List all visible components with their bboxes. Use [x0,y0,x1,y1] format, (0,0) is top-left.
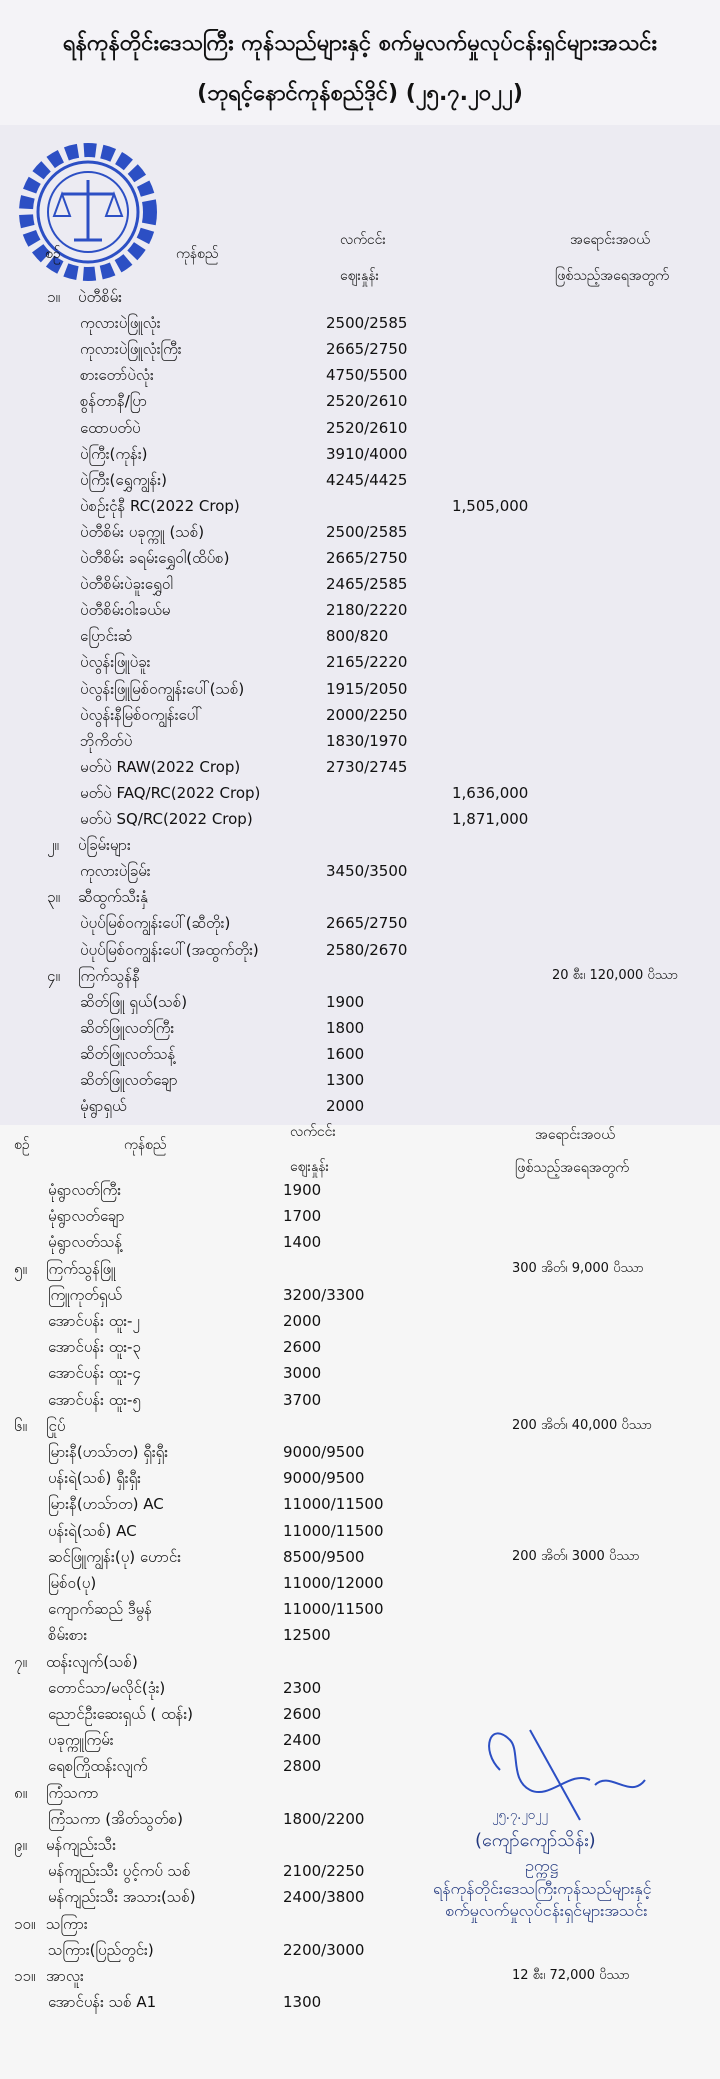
header-sales-2a: အရောင်းအဝယ် [535,1127,615,1143]
commodity-name: မုံရွာလတ်ကြီး [48,1181,122,1199]
current-price: 9000/9500 [283,1469,365,1488]
commodity-name: ပဲလွန်းဖြူပဲခူး [80,653,151,672]
row-number: ၁၀။ [14,1914,36,1933]
header-commodity-1: ကုန်စည် [176,246,219,262]
commodity-name: မတ်ပဲ FAQ/RC(2022 Crop) [80,783,261,802]
header-serial-2: စဉ် [14,1137,30,1153]
signature-org-1: ရန်ကုန်တိုင်းဒေသကြီးကုန်သည်များနှင့် [433,1879,652,1898]
title-line-1: ရန်ကုန်တိုင်းဒေသကြီး ကုန်သည်များနှင့် စက်မှုလက်မှုလုပ်ငန်းရှင်များအသင်း [62,31,658,56]
commodity-name: မြားနီ(ဟသ်ာတ) ရှီးရှီး [48,1443,169,1461]
commodity-name: မန်ကျည်းသီး [46,1836,117,1854]
header-sales-1a: အရောင်းအဝယ် [570,232,650,248]
association-logo-seal [8,132,168,292]
title-line-2: (ဘုရင့်နောင်ကုန်စည်ဒိုင်) (၂၅.၇.၂၀၂၂) [197,81,523,106]
signature-role: ဥက္ကဋ္ဌ [525,1856,559,1875]
commodity-name: အောင်ပန်း ထူး-၂ [48,1312,140,1330]
commodity-name: အောင်ပန်း ထူး-၃ [48,1338,141,1357]
quantity-value: 1,871,000 [452,810,529,828]
commodity-name: ဆင်ဖြူကျွန်း(ပု) ဟောင်း [48,1547,182,1566]
current-price: 8500/9500 [283,1547,365,1566]
current-price: 2500/2585 [326,522,408,541]
quantity-value: 1,636,000 [452,783,529,802]
current-price: 1800 [326,1018,365,1037]
commodity-name: သကြား(ပြည်တွင်း) [48,1940,154,1959]
commodity-name: စိမ်းစား [48,1626,88,1645]
current-price: 3700 [283,1390,322,1409]
row-number: ၂။ [47,836,59,855]
commodity-name: ပြောင်းဆံ [80,627,133,646]
current-price: 1900 [326,992,365,1011]
current-price: 2665/2750 [326,914,408,933]
commodity-name: စားတော်ပဲလုံး [80,366,154,385]
current-price: 4245/4425 [326,470,408,489]
current-price: 2200/3000 [283,1940,365,1959]
row-number: ၁၁။ [14,1967,36,1985]
commodity-name: ပခုက္ကူကြမ်း [48,1731,114,1750]
row-number: ၄။ [47,966,60,985]
commodity-name: ပဲပုပ်မြစ်ဝကျွန်းပေါ်(အထွက်တိုး) [80,940,259,959]
commodity-name: ပဲတီစိမ်း [78,288,122,306]
current-price: 11000/11500 [283,1600,384,1619]
quantity-value: 1,505,000 [452,496,529,515]
current-price: 12500 [283,1626,331,1645]
sales-volume: 12 စီး၊ 72,000 ပိဿာ [512,1968,630,1983]
current-price: 1830/1970 [326,731,408,750]
current-price: 3000 [283,1364,322,1383]
commodity-name: မုံရွာလတ်သန့် [48,1233,123,1252]
header-commodity-2: ကုန်စည် [124,1137,167,1153]
signature-org-2: စက်မှုလက်မှုလုပ်ငန်းရှင်များအသင်း [445,1901,648,1920]
commodity-name: စွန်တာနီ/ပြာ [80,392,148,411]
commodity-name: အောင်ပန်း ထူး-၅ [48,1390,141,1409]
header-serial-1: စဉ် [45,246,61,262]
commodity-name: ပဲခြမ်းများ [78,836,131,855]
commodity-name: ကုလားပဲဖြူလုံးကြီး [80,340,182,359]
current-price: 1300 [283,1993,322,2012]
current-price: 1900 [283,1181,322,1199]
sales-volume: 200 အိတ်၊ 40,000 ပိဿာ [512,1417,653,1433]
commodity-name: ကုလားပဲဖြူလုံး [80,314,161,333]
current-price: 2400/3800 [283,1888,365,1907]
commodity-name: မြားနီ(ဟသ်ာတ) AC [48,1495,164,1514]
commodity-name: မတ်ပဲ RAW(2022 Crop) [80,757,241,776]
commodity-name: မြစ်ဝ(ပု) [48,1574,97,1592]
header-sales-1b: ဖြစ်သည့်အရေအတွက် [555,268,669,284]
current-price: 2520/2610 [326,418,408,437]
current-price: 800/820 [326,627,389,646]
row-number: ၈။ [14,1783,28,1802]
commodity-name: ဆီထွက်သီးနှံ [78,888,148,907]
commodity-name: ဆိတ်ဖြူလတ်ချော [80,1071,178,1089]
commodity-name: မတ်ပဲ SQ/RC(2022 Crop) [80,810,253,828]
current-price: 3450/3500 [326,862,408,881]
current-price: 2730/2745 [326,757,408,776]
commodity-name: ကြက်သွန်နီ [78,966,140,985]
commodity-name: ကြက်သွန်ဖြူ [46,1259,116,1278]
current-price: 1600 [326,1044,365,1063]
commodity-name: ပန်းရဲ(သစ်) ရှီးရှီး [48,1469,141,1488]
sales-volume: 300 အိတ်၊ 9,000 ပိဿာ [512,1260,644,1276]
current-price: 2800 [283,1757,322,1776]
current-price: 2000/2250 [326,705,408,724]
current-price: 2665/2750 [326,549,408,567]
commodity-name: ကြူကုတ်ရှယ် [48,1285,122,1304]
header-sales-2b: ဖြစ်သည့်အရေအတွက် [515,1160,629,1176]
commodity-name: ပဲတီစိမ်း ပခုက္ကူ (သစ်) [80,522,205,541]
row-number: ၉။ [14,1836,27,1854]
commodity-name: ပဲကြီး(ကုန်း) [80,444,148,463]
commodity-name: ကုလားပဲခြမ်း [80,862,151,881]
commodity-name: အာလူး [46,1967,84,1985]
current-price: 2600 [283,1338,322,1357]
commodity-name: ကြံသကာ [46,1783,99,1802]
current-price: 2165/2220 [326,653,408,672]
commodity-name: ကျောက်ဆည် ဒီမွန် [48,1600,152,1619]
row-number: ၆။ [14,1416,27,1435]
commodity-name: ပဲတီစိမ်းဝါးခယ်မ [80,601,171,620]
commodity-name: ဆိတ်ဖြူလတ်သန့် [80,1044,176,1063]
commodity-name: သကြား [46,1914,88,1933]
row-number: ၅။ [14,1259,27,1278]
commodity-name: မုံရွာရှယ် [80,1097,127,1116]
header-current-2b: ဈေးနှုန်း [290,1159,330,1175]
current-price: 2300 [283,1678,322,1697]
current-price: 2580/2670 [326,940,408,959]
current-price: 11000/12000 [283,1574,384,1592]
current-price: 1400 [283,1233,322,1252]
commodity-name: ငြုပ် [46,1416,66,1435]
commodity-name: ဆိတ်ဖြူ ရှယ်(သစ်) [80,992,188,1011]
current-price: 1915/2050 [326,679,408,698]
current-price: 2665/2750 [326,340,408,359]
commodity-name: ဆိတ်ဖြူလတ်ကြီး [80,1018,175,1037]
current-price: 2600 [283,1705,322,1723]
signature-name: (ကျော်ကျော်သိန်း) [475,1830,596,1851]
commodity-name: ပဲတီစိမ်းပဲခူးရွှေဝါ [80,575,173,594]
current-price: 2180/2220 [326,601,408,620]
commodity-name: ထန်းလျက်(သစ်) [46,1652,138,1671]
commodity-name: မန်ကျည်းသီး ပွင့်ကပ် သစ် [48,1862,191,1881]
commodity-name: အောင်ပန်း ထူး-၄ [48,1364,141,1383]
current-price: 2500/2585 [326,314,408,333]
row-number: ၃။ [47,888,60,907]
current-price: 1800/2200 [283,1809,365,1828]
commodity-name: ပဲလွန်းဖြူမြစ်ဝကျွန်းပေါ်(သစ်) [80,679,245,698]
commodity-name: ပဲတီစိမ်း ခရမ်းရွှေဝါ(ထိပ်စ) [80,549,230,567]
commodity-name: ပဲပုပ်မြစ်ဝကျွန်းပေါ်(ဆီတိုး) [80,914,231,933]
current-price: 2000 [326,1097,365,1116]
sales-volume: 200 အိတ်၊ 3000 ပိဿာ [512,1548,640,1564]
commodity-name: ကြံသကာ (အိတ်သွတ်စ) [48,1809,183,1828]
header [0,0,720,125]
current-price: 1700 [283,1207,322,1226]
current-price: 2100/2250 [283,1862,365,1881]
commodity-name: ညောင်ဦးဆေးရှယ် ( ထန်း) [48,1705,194,1723]
commodity-name: တောင်သာ/မလိုင်(ဒုံး) [48,1678,166,1697]
current-price: 2400 [283,1731,322,1750]
commodity-name: မုံရွာလတ်ချော [48,1207,125,1226]
current-price: 2465/2585 [326,575,408,594]
row-number: ၇။ [14,1652,27,1671]
commodity-name: မန်ကျည်းသီး အသား(သစ်) [48,1888,196,1907]
header-current-1b: ဈေးနှုန်း [340,268,380,284]
commodity-name: ပဲစဉ်းငုံနီ RC(2022 Crop) [80,496,240,515]
commodity-name: ပဲကြီး(ရွှေကျွန်း) [80,470,167,489]
commodity-name: ထောပတ်ပဲ [80,418,141,437]
current-price: 2520/2610 [326,392,408,411]
commodity-name: အောင်ပန်း သစ် A1 [48,1993,157,2012]
current-price: 1300 [326,1071,365,1089]
current-price: 4750/5500 [326,366,408,385]
current-price: 2000 [283,1312,322,1330]
current-price: 3200/3300 [283,1285,365,1304]
current-price: 11000/11500 [283,1521,384,1540]
commodity-name: ပဲလွန်းနီမြစ်ဝကျွန်းပေါ် [80,705,202,724]
signature-date: ၂၅.၇.၂၀၂၂ [492,1808,548,1823]
current-price: 9000/9500 [283,1443,365,1461]
row-number: ၁။ [47,288,60,306]
sales-volume: 20 စီး၊ 120,000 ပိဿာ [552,967,679,983]
current-price: 11000/11500 [283,1495,384,1514]
commodity-name: ပန်းရဲ(သစ်) AC [48,1521,137,1540]
current-price: 3910/4000 [326,444,408,463]
commodity-name: ရေစကြိုထန်းလျက် [48,1757,148,1776]
commodity-name: ဘိုကိတ်ပဲ [80,731,133,750]
header-current-1a: လက်ငင်း [340,232,386,248]
header-current-2a: လက်ငင်း [290,1124,336,1140]
